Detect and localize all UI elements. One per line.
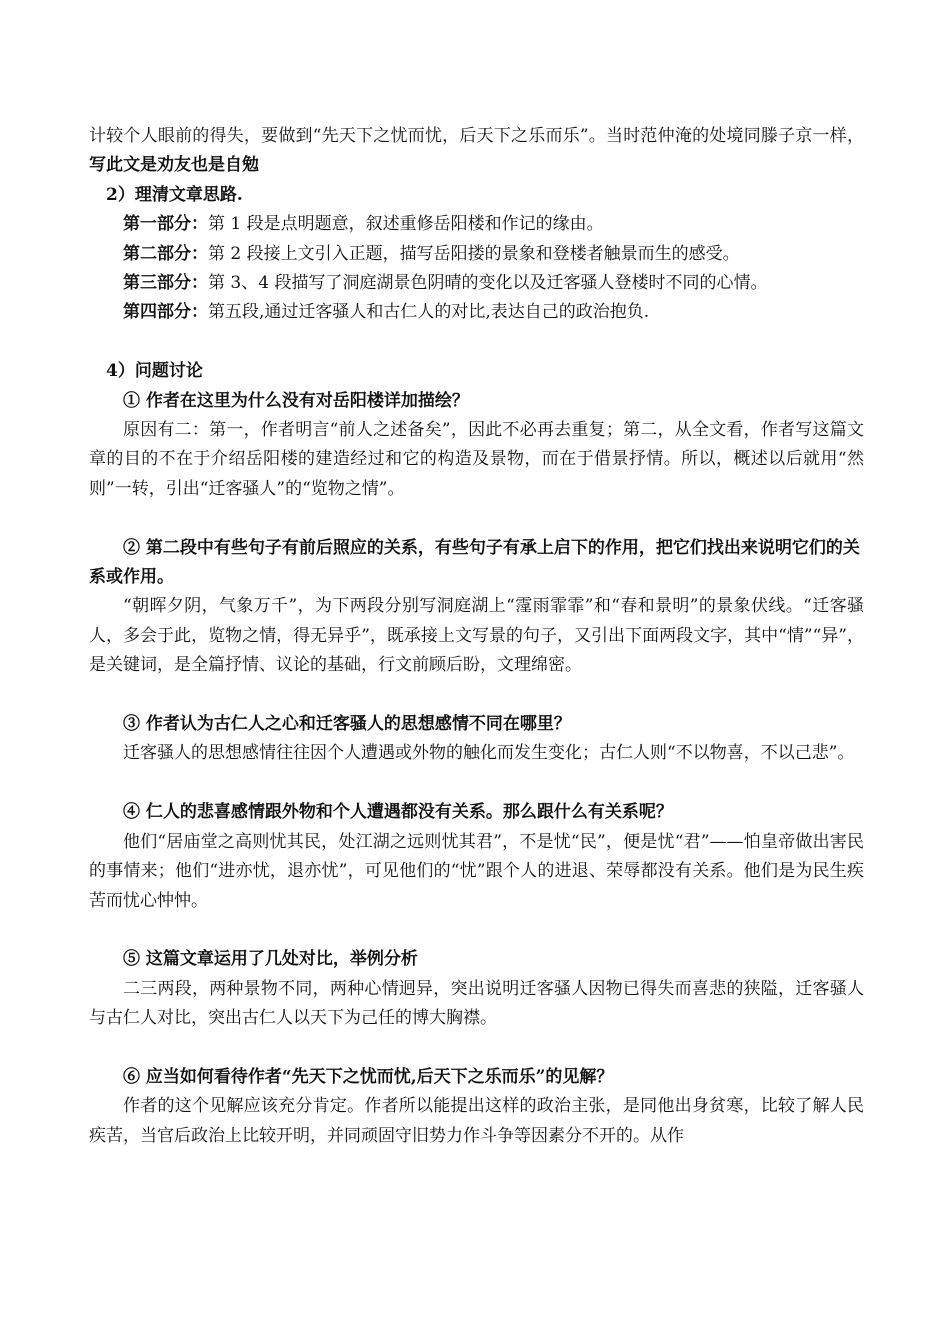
- outline-heading: 2）理清文章思路.: [106, 184, 243, 205]
- spacer: [89, 504, 864, 533]
- outline-part-text: 第五段,通过迁客骚人和古仁人的对比,表达自己的政治抱负.: [208, 302, 650, 323]
- outline-part-text: 第 1 段是点明题意，叙述重修岳阳楼和作记的缘由。: [208, 214, 604, 235]
- spacer: [89, 328, 864, 357]
- outline-part-text: 第 2 段接上文引入正题，描写岳阳搂的景象和登楼者触景而生的感受。: [208, 243, 740, 264]
- answer-6: 作者的这个见解应该充分肯定。作者所以能提出这样的政治主张，是同他出身贫寒，比较了解人民疾苦，当官后政治上比较开明，并同顽固守旧势力作斗争等因素分不开的。从作: [89, 1096, 864, 1146]
- question-4: ④ 仁人的悲喜感情跟外物和个人遭遇都没有关系。那么跟什么有关系呢？: [123, 802, 673, 823]
- outline-part-label: 第二部分：: [123, 243, 208, 264]
- answer-2: “朝晖夕阴，气象万千”，为下两段分别写洞庭湖上“霪雨霏霏”和“春和景明”的景象伏线。“迁客骚人，多会于此，览物之情，得无异乎”，既承接上文写景的句子，又引出下面两段文字，其中“情”“异”，是关键词，是全篇抒情、议论的基础，行文前顾后盼，文理绵密。: [89, 596, 864, 676]
- spacer: [89, 681, 864, 710]
- question-5: ⑤ 这篇文章运用了几处对比，举例分析: [123, 949, 418, 970]
- question-3: ③ 作者认为古仁人之心和迁客骚人的思想感情不同在哪里？: [123, 714, 571, 735]
- outline-part-label: 第三部分：: [123, 273, 208, 294]
- question-1: ① 作者在这里为什么没有对岳阳楼详加描绘？: [123, 390, 469, 411]
- intro-bold-text: 写此文是劝友也是自勉: [89, 155, 259, 176]
- outline-part-label: 第四部分：: [123, 302, 208, 323]
- answer-5: 二三两段，两种景物不同，两种心情迥异，突出说明迁客骚人因物已得失而喜悲的狭隘，迁客骚人与古仁人对比，突出古仁人以天下为己任的博大胸襟。: [89, 978, 864, 1029]
- outline-part-1: [89, 210, 864, 239]
- discussion-heading: 4）问题讨论: [106, 361, 203, 382]
- spacer: [89, 769, 864, 798]
- question-2: ② 第二段中有些句子有前后照应的关系，有些句子有承上启下的作用，把它们找出来说明它们的关系或作用。: [89, 537, 860, 588]
- answer-3: 迁客骚人的思想感情往往因个人遭遇或外物的触化而发生变化；古仁人则“不以物喜，不以己悲”。: [123, 743, 855, 764]
- outline-part-label: 第一部分：: [123, 214, 208, 235]
- outline-part-4: [89, 298, 864, 327]
- question-6: ⑥ 应当如何看待作者“先天下之忧而忧,后天下之乐而乐”的见解？: [123, 1066, 614, 1087]
- spacer: [89, 1034, 864, 1063]
- spacer: [89, 916, 864, 945]
- outline-part-2: [89, 240, 864, 269]
- intro-text: 计较个人眼前的得失，要做到“先天下之忧而忧，后天下之乐而乐”。当时范仲淹的处境同滕子京一样，: [89, 126, 864, 146]
- document-page: [89, 122, 864, 1151]
- outline-part-text: 第 3、4 段描写了洞庭湖景色阴晴的变化以及迁客骚人登楼时不同的心情。: [208, 273, 768, 294]
- answer-1: 原因有二：第一，作者明言“前人之述备矣”，因此不必再去重复；第二，从全文看，作者写这篇文章的目的不在于介绍岳阳楼的建造经过和它的构造及景物，而在于借景抒情。所以，概述以后就用“然则”一转，引出“迁客骚人”的“览物之情”。: [89, 420, 864, 499]
- intro-paragraph: [89, 122, 864, 181]
- answer-4: 他们“居庙堂之高则忧其民，处江湖之远则忧其君”，不是忧“民”，便是忧“君”——怕皇帝做出害民的事情来；他们“进亦忧，退亦忧”，可见他们的“忧”跟个人的进退、荣辱都没有关系。他们是为民生疾苦而忧心忡忡。: [89, 831, 864, 911]
- outline-part-3: [89, 269, 864, 298]
